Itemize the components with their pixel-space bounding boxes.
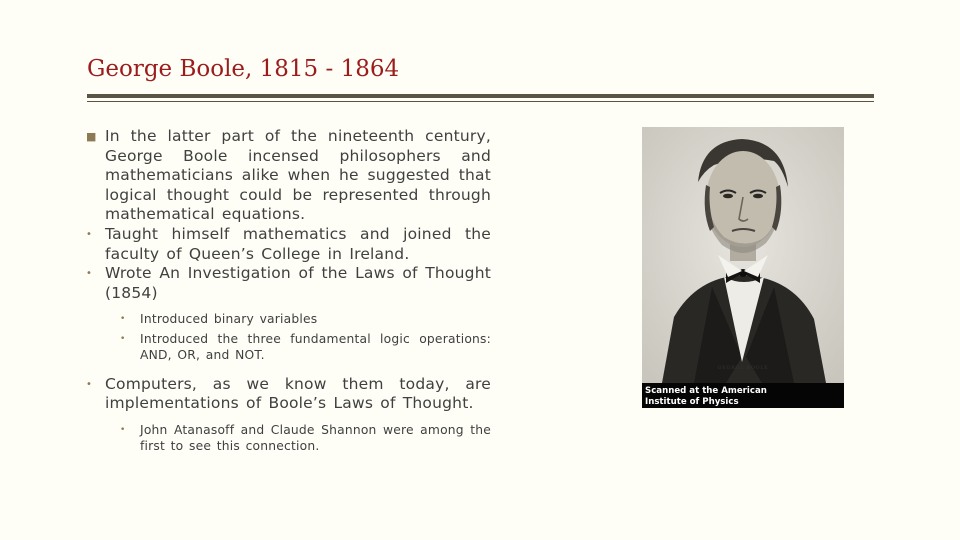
slide-title: George Boole, 1815 - 1864 [87, 56, 400, 82]
image-credit-line: Scanned at the American [645, 386, 767, 396]
sub-bullet-item [120, 311, 491, 327]
bullet-item [86, 127, 491, 225]
bullet-text: In the latter part of the nineteenth century, George Boole incensed philosophers and mathematicians alike when he suggested that logical thought could be represented through mathematical equations. [105, 127, 491, 224]
sub-bullet-text: Introduced binary variables [140, 312, 318, 327]
dot-bullet-icon: • [86, 378, 93, 390]
bullet-text: Taught himself mathematics and joined the faculty of Queen’s College in Ireland. [105, 224, 491, 263]
bullet-item [86, 375, 491, 414]
sub-bullet-item [120, 422, 491, 455]
dot-bullet-icon: • [86, 268, 93, 280]
title-divider-thin [87, 101, 874, 102]
sub-bullet-list [120, 311, 491, 363]
dot-bullet-icon: • [120, 314, 126, 325]
bullet-item [86, 225, 491, 264]
portrait-drawing [642, 127, 844, 383]
sub-bullet-list [120, 422, 491, 455]
bullet-list [86, 127, 491, 455]
title-divider-thick [87, 94, 874, 98]
bullet-text: Wrote An Investigation of the Laws of Thought (1854) [105, 264, 491, 302]
portrait-name-plate: GEORGE BOOLE [717, 365, 769, 371]
image-credit [642, 383, 844, 408]
square-bullet-icon: ■ [86, 130, 97, 143]
image-credit-line: Institute of Physics [645, 397, 739, 407]
dot-bullet-icon: • [86, 228, 93, 240]
dot-bullet-icon: • [120, 333, 126, 344]
bullet-item [86, 264, 491, 303]
sub-bullet-text: Introduced the three fundamental logic operations: AND, OR, and NOT. [140, 331, 491, 363]
portrait-image [642, 127, 844, 408]
sub-bullet-item [120, 331, 491, 364]
sub-bullet-text: John Atanasoff and Claude Shannon were among the first to see this connection. [140, 422, 491, 454]
bullet-text: Computers, as we know them today, are implementations of Boole’s Laws of Thought. [105, 374, 491, 413]
dot-bullet-icon: • [120, 424, 126, 435]
